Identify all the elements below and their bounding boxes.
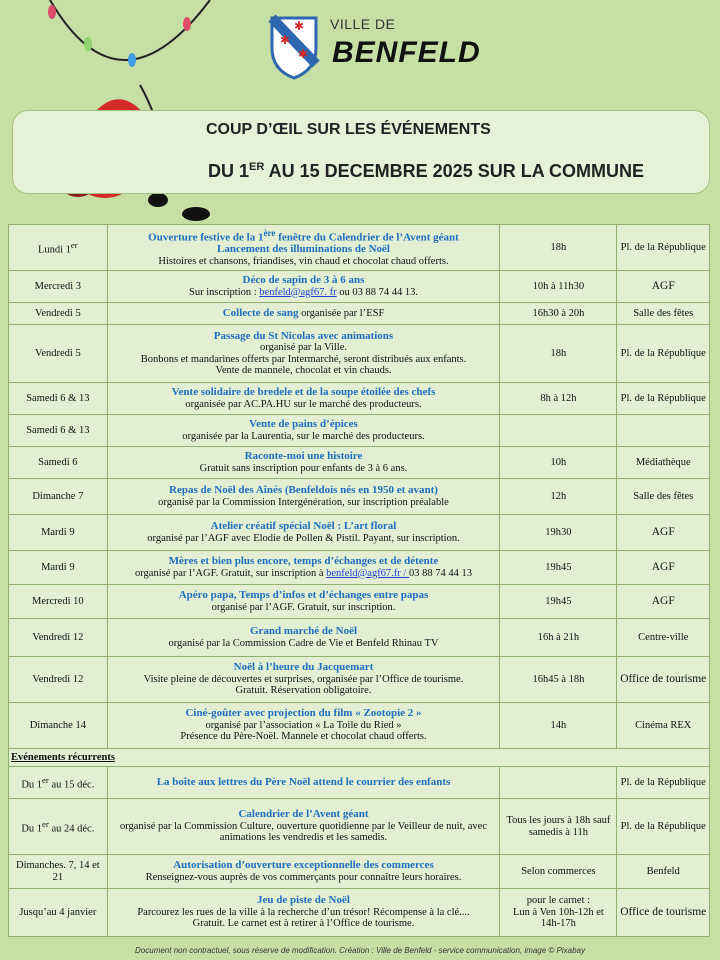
event-title: Mères et bien plus encore, temps d’échanges et de détente <box>168 555 439 567</box>
table-row <box>9 619 710 657</box>
section-heading-row <box>9 749 710 767</box>
event-time: 10h à 11h30 <box>500 271 617 303</box>
event-time: 18h <box>500 325 617 383</box>
event-desc: organisé par l’AGF. Gratuit, sur inscription. <box>211 601 396 613</box>
svg-text:✱: ✱ <box>298 47 309 61</box>
event-title: Raconte-moi une histoire <box>244 450 363 462</box>
event-time: 16h30 à 20h <box>500 303 617 325</box>
event-info <box>107 657 500 703</box>
event-info <box>107 325 500 383</box>
events-table <box>8 224 710 937</box>
event-info <box>107 225 500 271</box>
event-desc: Présence du Père-Noël. Mannele et chocolat chaud offerts. <box>180 731 427 743</box>
event-time: 8h à 12h <box>500 383 617 415</box>
event-day: Mardi 9 <box>9 551 108 585</box>
event-day: Mardi 9 <box>9 515 108 551</box>
event-desc: Histoires et chansons, friandises, vin chaud et chocolat chaud offerts. <box>158 255 449 267</box>
event-day: Samedi 6 & 13 <box>9 415 108 447</box>
event-day: Vendredi 12 <box>9 657 108 703</box>
event-place: Pl. de la République <box>617 383 710 415</box>
event-time: Tous les jours à 18h sauf samedis à 11h <box>500 799 617 855</box>
event-day: Mercredi 10 <box>9 585 108 619</box>
event-desc: organisée par la Laurentia, sur le marché des producteurs. <box>182 430 425 442</box>
event-desc: Visite pleine de découvertes et surprises, organisée par l’Office de tourisme. <box>143 673 464 685</box>
event-desc: Gratuit. Réservation obligatoire. <box>235 685 372 697</box>
event-desc: organisée par AC.PA.HU sur le marché des producteurs. <box>185 398 422 410</box>
event-day: Dimanche 7 <box>9 479 108 515</box>
table-row <box>9 479 710 515</box>
table-row <box>9 415 710 447</box>
event-place: Médiathèque <box>617 447 710 479</box>
event-place: Office de tourisme <box>617 889 710 937</box>
email-link[interactable]: benfeld@agf67.fr / <box>326 567 409 579</box>
event-day: Du 1er au 24 déc. <box>9 799 108 855</box>
event-place: Pl. de la République <box>617 225 710 271</box>
event-day: Jusqu’au 4 janvier <box>9 889 108 937</box>
page-subtitle: DU 1ER AU 15 DECEMBRE 2025 SUR LA COMMUNE <box>208 161 645 181</box>
event-info <box>107 479 500 515</box>
footer-note: Document non contractuel, sous réserve de modification. Création : Ville de Benfeld - service communication, image © Pixabay <box>135 946 585 955</box>
event-day: Du 1er au 15 déc. <box>9 767 108 799</box>
event-desc: organisé par l’AGF avec Elodie de Pollen & Pistil. Payant, sur inscription. <box>147 532 460 544</box>
table-row <box>9 225 710 271</box>
event-desc: organisée par l’ESF <box>298 307 385 319</box>
event-info <box>107 303 500 325</box>
event-place: AGF <box>617 585 710 619</box>
event-day: Mercredi 3 <box>9 271 108 303</box>
event-title: Vente solidaire de bredele et de la soupe étoilée des chefs <box>171 386 436 398</box>
event-place: AGF <box>617 551 710 585</box>
event-place: Pl. de la République <box>617 799 710 855</box>
email-link[interactable]: benfeld@agf67. fr <box>259 286 337 298</box>
event-title: Ciné-goûter avec projection du film « Zootopie 2 » <box>185 707 422 720</box>
town-logo <box>268 14 481 84</box>
table-row <box>9 889 710 937</box>
table-row <box>9 703 710 749</box>
event-title: La boîte aux lettres du Père Noël attend le courrier des enfants <box>156 775 451 788</box>
table-row <box>9 325 710 383</box>
event-title: Repas de Noël des Aînés (Benfeldois nés en 1950 et avant) <box>169 484 438 496</box>
svg-text:✱: ✱ <box>294 19 305 33</box>
event-title: Grand marché de Noël <box>249 625 358 637</box>
event-info <box>107 271 500 303</box>
event-info <box>107 855 500 889</box>
event-time: 19h45 <box>500 585 617 619</box>
event-day: Vendredi 5 <box>9 325 108 383</box>
event-title: Apéro papa, Temps d’infos et d’échanges entre papas <box>178 589 429 601</box>
event-time: Selon commerces <box>500 855 617 889</box>
event-desc: Sur inscription : benfeld@agf67. fr ou 03 88 74 44 13. <box>189 286 418 298</box>
event-time: 16h45 à 18h <box>500 657 617 703</box>
event-desc: organisé par la Ville. <box>259 342 348 353</box>
event-time: 19h30 <box>500 515 617 551</box>
event-time: 10h <box>500 447 617 479</box>
svg-text:✱: ✱ <box>280 33 291 47</box>
event-desc: organisé par la Commission Cadre de Vie et Benfeld Rhinau TV <box>168 637 439 649</box>
event-place <box>617 415 710 447</box>
event-desc: Gratuit sans inscription pour enfants de 3 à 6 ans. <box>199 462 408 474</box>
event-info <box>107 703 500 749</box>
event-place: Cinéma REX <box>617 703 710 749</box>
event-desc: Parcourez les rues de la ville à la recherche d’un trésor! Récompense à la clé.... <box>137 906 470 918</box>
table-row <box>9 383 710 415</box>
table-row <box>9 271 710 303</box>
event-place: Salle des fêtes <box>617 479 710 515</box>
garland-bulbs-icon <box>48 5 191 67</box>
event-info <box>107 767 500 799</box>
table-row <box>9 551 710 585</box>
event-title: Ouverture festive de la 1ère fenêtre du Calendrier de l’Avent géant <box>148 227 459 244</box>
table-row <box>9 303 710 325</box>
event-title: Lancement des illuminations de Noël <box>217 243 390 256</box>
event-time: 19h45 <box>500 551 617 585</box>
event-day: Vendredi 5 <box>9 303 108 325</box>
event-title: Calendrier de l’Avent géant <box>238 808 369 821</box>
event-title: Collecte de sang <box>222 306 299 319</box>
recurring-heading: Evénements récurrents <box>9 749 710 767</box>
event-place: AGF <box>617 515 710 551</box>
event-title: Autorisation d’ouverture exceptionnelle des commerces <box>173 859 434 871</box>
table-row <box>9 657 710 703</box>
event-place: Salle des fêtes <box>617 303 710 325</box>
event-info <box>107 585 500 619</box>
event-desc: Renseignez-vous auprès de vos commerçants pour connaître leurs horaires. <box>145 871 462 883</box>
table-row <box>9 855 710 889</box>
event-time: 12h <box>500 479 617 515</box>
event-desc: organisé par la Commission Culture, ouverture quotidienne par le Veilleur de nuit, avec animations les vendredis et les samedis. <box>119 820 487 844</box>
event-time: 16h à 21h <box>500 619 617 657</box>
event-desc: Bonbons et mandarines offerts par Intermarché, seront distribués aux enfants. <box>140 353 467 365</box>
event-title: Noël à l’heure du Jacquemart <box>233 661 374 674</box>
event-desc: organisé par l’association « La Toile du Ried » <box>205 719 402 731</box>
event-time <box>500 767 617 799</box>
coat-of-arms-icon <box>268 14 320 80</box>
event-time: 14h <box>500 703 617 749</box>
event-day: Dimanche 14 <box>9 703 108 749</box>
table-row <box>9 585 710 619</box>
event-title: Déco de sapin de 3 à 6 ans <box>242 274 365 286</box>
event-title: Jeu de piste de Noël <box>257 894 350 907</box>
table-row <box>9 447 710 479</box>
event-info <box>107 383 500 415</box>
event-info <box>107 799 500 855</box>
event-desc: Gratuit. Le carnet est à retirer à l’Office de tourisme. <box>192 918 415 930</box>
table-row <box>9 799 710 855</box>
event-info <box>107 889 500 937</box>
event-title: Vente de pains d’épices <box>249 418 358 430</box>
event-place: Office de tourisme <box>617 657 710 703</box>
event-day: Dimanches. 7, 14 et 21 <box>9 855 108 889</box>
event-info <box>107 515 500 551</box>
table-row <box>9 515 710 551</box>
event-desc: organisé par la Commission Intergénération, sur inscription préalable <box>158 496 449 508</box>
event-place: Centre-ville <box>617 619 710 657</box>
event-title: Passage du St Nicolas avec animations <box>213 329 394 342</box>
event-day: Lundi 1er <box>9 225 108 271</box>
event-place: Benfeld <box>617 855 710 889</box>
event-day: Samedi 6 & 13 <box>9 383 108 415</box>
event-info <box>107 447 500 479</box>
event-time: 18h <box>500 225 617 271</box>
logo-subtitle: VILLE DE <box>330 16 396 32</box>
event-day: Samedi 6 <box>9 447 108 479</box>
event-place: Pl. de la République <box>617 325 710 383</box>
event-desc: Vente de mannele, chocolat et vin chauds. <box>215 365 392 376</box>
event-day: Vendredi 12 <box>9 619 108 657</box>
event-time <box>500 415 617 447</box>
event-time: pour le carnet : Lun à Ven 10h-12h et 14h-17h <box>500 889 617 937</box>
event-info <box>107 619 500 657</box>
event-place: Pl. de la République <box>617 767 710 799</box>
event-info <box>107 415 500 447</box>
table-row <box>9 767 710 799</box>
event-info <box>107 551 500 585</box>
event-desc: organisé par l’AGF. Gratuit, sur inscription à benfeld@agf67.fr / 03 88 74 44 13 <box>134 567 472 579</box>
page-title: COUP D’ŒIL SUR LES ÉVÉNEMENTS <box>206 121 491 138</box>
event-title: Atelier créatif spécial Noël : L’art floral <box>210 520 397 532</box>
event-place: AGF <box>617 271 710 303</box>
logo-title: BENFELD <box>332 36 481 69</box>
